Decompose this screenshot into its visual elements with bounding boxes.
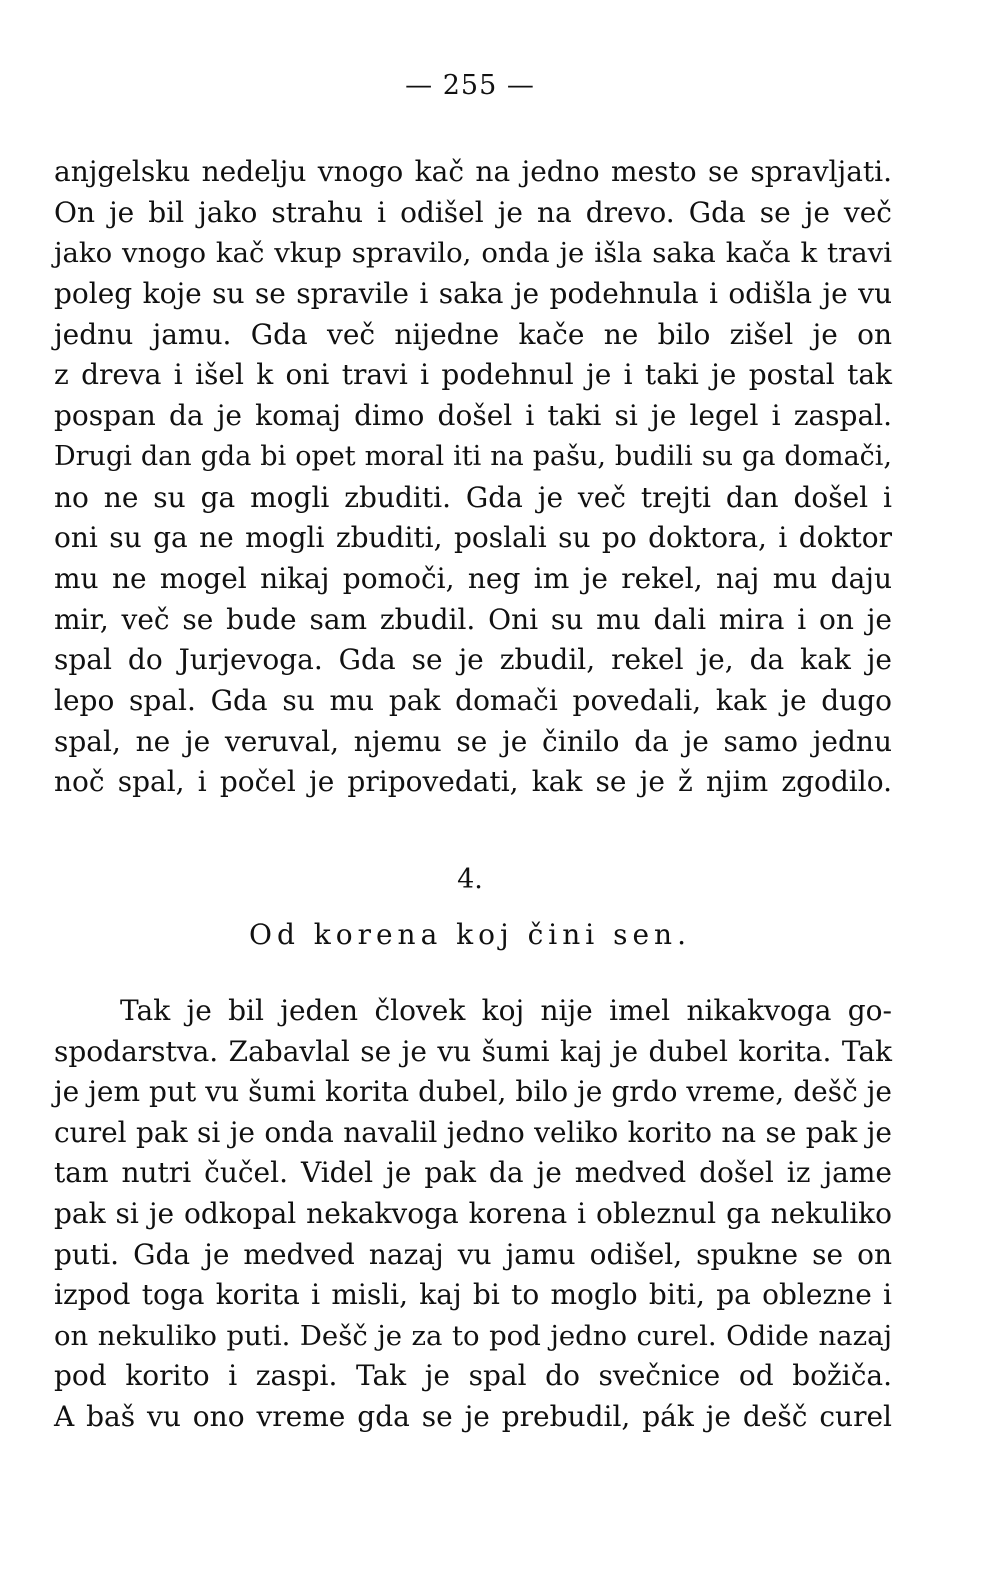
text-line: tam nutri čučel. Videl je pak da je medved došel iz jame <box>54 1156 892 1190</box>
paragraph-2 <box>54 991 892 1438</box>
text-line: Drugi dan gda bi opet moral iti na pašu, budili su ga domači, <box>54 440 892 472</box>
text-line: spal, ne je veruval, njemu se je činilo da je samo jednu <box>54 724 892 758</box>
text-line: Tak je bil jeden človek koj nije imel nikakvoga go- <box>120 994 892 1027</box>
text-line: on nekuliko puti. Dešč je za to pod jedno curel. Odide nazaj <box>54 1319 892 1352</box>
text-line: noč spal, i počel je pripovedati, kak se je ž njim zgodilo. <box>54 765 892 799</box>
page-number: — 255 — <box>405 70 535 101</box>
text-line: mu ne mogel nikaj pomoči, neg im je rekel, naj mu daju <box>54 561 892 595</box>
text-line: oni su ga ne mogli zbuditi, poslali su po doktora, i doktor <box>54 521 892 555</box>
text-line: lepo spal. Gda su mu pak domači povedali, kak je dugo <box>54 683 892 717</box>
text-line: puti. Gda je medved nazaj vu jamu odišel, spukne se on <box>54 1237 892 1271</box>
text-line: pospan da je komaj dimo došel i taki si je legel i zaspal. <box>54 399 892 433</box>
text-line: z dreva i išel k oni travi i podehnul je i taki je postal tak <box>54 358 892 392</box>
text-line: spodarstva. Zabavlal se je vu šumi kaj je dubel korita. Tak <box>54 1034 892 1068</box>
section-number: 4. <box>457 864 483 895</box>
text-line: On je bil jako strahu i odišel je na drevo. Gda se je več <box>54 195 892 229</box>
text-line: curel pak si je onda navalil jedno veliko korito na se pak je <box>54 1115 892 1149</box>
text-line: spal do Jurjevoga. Gda se je zbudil, rekel je, da kak je <box>54 643 892 677</box>
section-title: Od korena koj čini sen. <box>249 918 691 951</box>
text-line: pak si je odkopal nekakvoga korena i obleznul ga nekuliko <box>54 1196 892 1230</box>
text-line: no ne su ga mogli zbuditi. Gda je več trejti dan došel i <box>54 480 892 514</box>
text-line: jako vnogo kač vkup spravilo, onda je išla saka kača k travi <box>54 237 892 270</box>
text-line: A baš vu ono vreme gda se je prebudil, pák je dešč curel <box>54 1399 892 1433</box>
text-line: izpod toga korita i misli, kaj bi to moglo biti, pa oblezne i <box>54 1278 892 1312</box>
text-line: jednu jamu. Gda več nijedne kače ne bilo zišel je on <box>54 317 892 351</box>
text-line: poleg koje su se spravile i saka je podehnula i odišla je vu <box>54 277 892 311</box>
text-line: pod korito i zaspi. Tak je spal do svečnice od božiča. <box>54 1359 892 1393</box>
text-line: je jem put vu šumi korita dubel, bilo je grdo vreme, dešč je <box>54 1075 892 1109</box>
text-line: anjgelsku nedelju vnogo kač na jedno mesto se spravljati. <box>54 155 892 188</box>
paragraph-1 <box>54 152 892 803</box>
text-line: mir, več se bude sam zbudil. Oni su mu dali mira i on je <box>54 602 892 636</box>
